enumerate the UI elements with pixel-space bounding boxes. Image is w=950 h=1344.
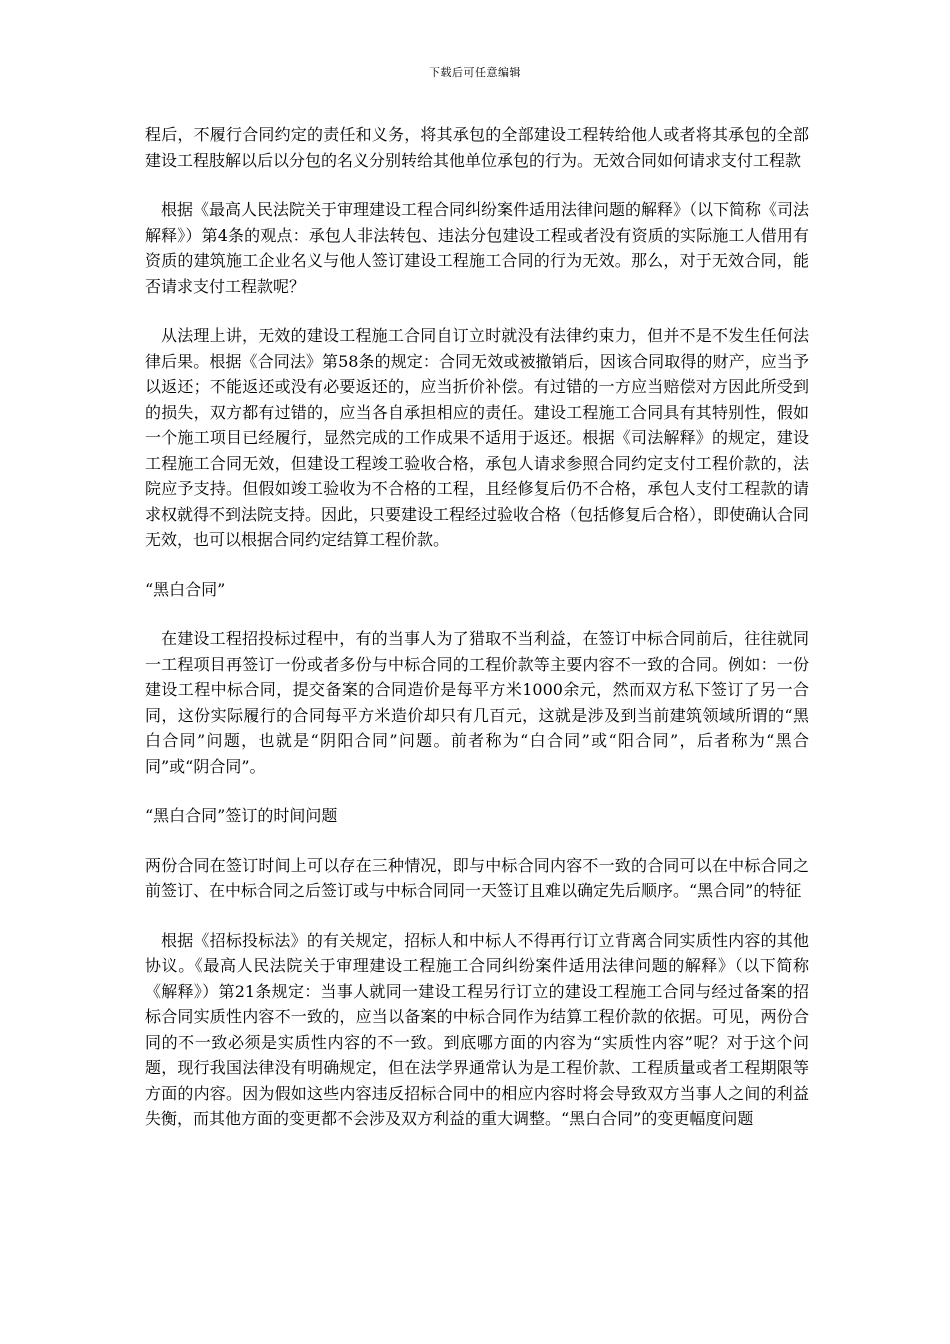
paragraph-signing-time: 两份合同在签订时间上可以存在三种情况，即与中标合同内容不一致的合同可以在中标合同之前签订、在中标合同之后签订或与中标合同同一天签订且难以确定先后顺序。“黑合同”的特征: [145, 855, 809, 900]
document-body: [145, 122, 809, 1156]
paragraph-legal-theory: 从法理上讲，无效的建设工程施工合同自订立时就没有法律约束力，但并不是不发生任何法律后果。根据《合同法》第58条的规定：合同无效或被撤销后，因该合同取得的财产，应当予以返还；不能返还或没有必要返还的，应当折价补偿。有过错的一方应当赔偿对方因此所受到的损失，双方都有过错的，应当各自承担相应的责任。建设工程施工合同具有其特别性，假如一个施工项目已经履行，显然完成的工作成果不适用于返还。根据《司法解释》的规定，建设工程施工合同无效，但建设工程竣工验收合格，承包人请求参照合同约定支付工程价款的，法院应予支持。但假如竣工验收为不合格的工程，且经修复后仍不合格，承包人支付工程款的请求权就得不到法院支持。因此，只要建设工程经过验收合格（包括修复后合格），即使确认合同无效，也可以根据合同约定结算工程价款。: [145, 326, 810, 549]
paragraph-continuation: 程后，不履行合同约定的责任和义务，将其承包的全部建设工程转给他人或者将其承包的全部建设工程肢解以后以分包的名义分别转给其他单位承包的行为。无效合同如何请求支付工程款: [145, 125, 809, 170]
section-heading-black-white-contract: “黑白合同”: [145, 579, 226, 599]
paragraph-judicial-interpretation: 根据《最高人民法院关于审理建设工程合同纠纷案件适用法律问题的解释》（以下简称《司法解释》）第4条的观点：承包人非法转包、违法分包建设工程或者没有资质的实际施工人借用有资质的建筑施工企业名义与他人签订建设工程施工合同的行为无效。那么，对于无效合同，能否请求支付工程款呢？: [145, 200, 810, 296]
paragraph-bidding-process: 在建设工程招投标过程中，有的当事人为了猎取不当利益，在签订中标合同前后，往往就同一工程项目再签订一份或者多份与中标合同的工程价款等主要内容不一致的合同。例如：一份建设工程中标合同，提交备案的合同造价是每平方米1000余元，然而双方私下签订了另一合同，这份实际履行的合同每平方米造价却只有几百元，这就是涉及到当前建筑领域所谓的“黑白合同”问题，也就是“阴阳合同”问题。前者称为“白合同”或“阳合同”，后者称为“黑合同”或“阴合同”。: [145, 629, 809, 776]
section-heading-signing-time: “黑白合同”签订的时间问题: [145, 806, 338, 825]
page-header: 下载后可任意编辑: [429, 66, 521, 79]
paragraph-bidding-law: 根据《招标投标法》的有关规定，招标人和中标人不得再行订立背离合同实质性内容的其他协议。《最高人民法院关于审理建设工程施工合同纠纷案件适用法律问题的解释》（以下简称《解释》）第21条规定：当事人就同一建设工程另行订立的建设工程施工合同与经过备案的招标合同实质性内容不一致的，应当以备案的中标合同作为结算工程价款的依据。可见，两份合同的不一致必须是实质性内容的不一致。到底哪方面的内容为“实质性内容”呢？对于这个问题，现行我国法律没有明确规定，但在法学界通常认为是工程价款、工程质量或者工程期限等方面的内容。因为假如这些内容违反招标合同中的相应内容时将会导致双方当事人之间的利益失衡，而其他方面的变更都不会涉及双方利益的重大调整。“黑白合同”的变更幅度问题: [145, 930, 809, 1128]
